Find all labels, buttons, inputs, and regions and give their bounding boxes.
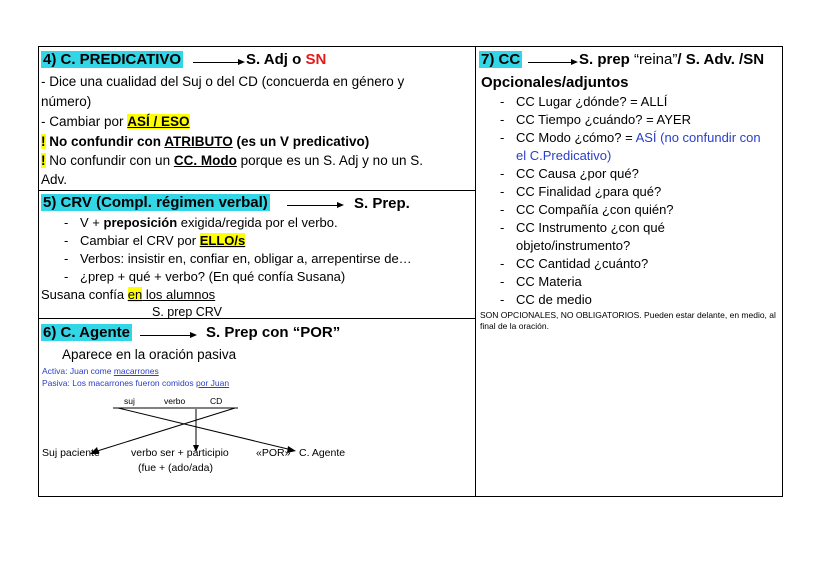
section-6-pasiva: Pasiva: Los macarrones fueron comidos por Juan xyxy=(42,378,230,388)
list-item: - CC de medio xyxy=(494,291,761,309)
section-5-title: 5) CRV (Compl. régimen verbal) xyxy=(43,194,268,211)
list-item: - Verbos: insistir en, confiar en, obligar a, arrepentirse de… xyxy=(58,250,412,268)
section-6-target: S. Prep con “POR” xyxy=(206,324,341,341)
list-item-cont: objeto/instrumento? xyxy=(516,238,631,253)
section-4-title: 4) C. PREDICATIVO xyxy=(43,51,182,68)
diagram-label-verbo: verbo xyxy=(164,396,186,406)
section-7-title: 7) CC xyxy=(481,51,521,68)
list-item: - CC Cantidad ¿cuánto? xyxy=(494,255,761,273)
diagram-suj-paciente: Suj paciente xyxy=(42,447,100,459)
section-7-title-row xyxy=(479,51,522,68)
section-6-title: 6) C. Agente xyxy=(43,324,130,341)
section-7-target: S. prep “reina”/ S. Adv. /SN xyxy=(579,51,765,68)
diagram-c-agente: C. Agente xyxy=(299,447,346,459)
list-item-cont: el C.Predicativo) xyxy=(516,148,612,163)
section-4-target: S. Adj o SN xyxy=(246,51,327,68)
section-5-example: Susana confía en los alumnos xyxy=(41,287,216,302)
list-item: - CC Compañía ¿con quién? xyxy=(494,201,761,219)
section-7-note-1: SON OPCIONALES, NO OBLIGATORIOS. Pueden estar delante, en medio, al xyxy=(480,310,776,320)
diagram-label-cd: CD xyxy=(210,396,223,406)
diagram-por: «POR» xyxy=(256,447,291,459)
section-4-line6: Adv. xyxy=(41,172,68,187)
list-item: - CC Finalidad ¿para qué? xyxy=(494,183,761,201)
list-item: - Cambiar el CRV por ELLO/s xyxy=(58,232,412,250)
diagram-label-suj: suj xyxy=(124,396,135,406)
section-5-target: S. Prep. xyxy=(354,195,410,212)
list-item: - CC Modo ¿cómo? = ASÍ (no confundir con xyxy=(494,129,761,147)
section-6-subtitle: Aparece en la oración pasiva xyxy=(62,347,237,362)
list-item: - CC Causa ¿por qué? xyxy=(494,165,761,183)
list-item: - CC Lugar ¿dónde? = ALLÍ xyxy=(494,93,761,111)
list-item: - V + preposición exigida/regida por el verbo. xyxy=(58,214,412,232)
section-4-line3: - Cambiar por ASÍ / ESO xyxy=(41,114,190,129)
diagram-verbo-ser-2: (fue + (ado/ada) xyxy=(138,462,214,474)
list-item: - CC Instrumento ¿con qué xyxy=(494,219,761,237)
section-7-note-2: final de la oración. xyxy=(480,321,549,331)
section-6-activa: Activa: Juan come macarrones xyxy=(42,366,159,376)
diagram-verbo-ser: verbo ser + participio xyxy=(131,447,229,459)
section-4-line1: - Dice una cualidad del Suj o del CD (concuerda en género y xyxy=(41,74,405,89)
section-4-line4: ! No confundir con ATRIBUTO (es un V predicativo) xyxy=(41,134,370,149)
section-4-line5: ! No confundir con un CC. Modo porque es un S. Adj y no un S. xyxy=(41,153,423,168)
arrow-icon xyxy=(528,62,576,63)
section-5-example-label: S. prep CRV xyxy=(152,305,222,319)
list-item: - ¿prep + qué + verbo? (En qué confía Susana) xyxy=(58,268,412,286)
section-7-subtitle: Opcionales/adjuntos xyxy=(481,74,629,91)
section-7-list xyxy=(494,93,761,309)
section-4-line2: número) xyxy=(41,94,92,109)
list-item: - CC Tiempo ¿cuándo? = AYER xyxy=(494,111,761,129)
list-item: - CC Materia xyxy=(494,273,761,291)
